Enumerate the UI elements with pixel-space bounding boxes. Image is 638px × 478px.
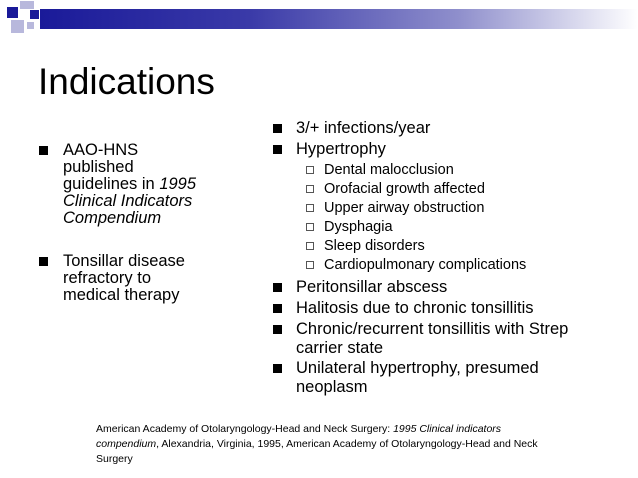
italic-line: Compendium — [63, 209, 162, 227]
right-bullet-1 — [273, 119, 430, 138]
text-line: neoplasm — [296, 378, 368, 396]
text-line: carrier state — [296, 339, 384, 357]
hollow-square-icon — [306, 166, 314, 174]
right-bullet-6 — [273, 359, 539, 397]
text-run: , Alexandria, Virginia, 1995, American Academy of Otolaryngology-Head and Neck — [156, 438, 538, 450]
bullet-square-icon — [273, 304, 282, 313]
bullet-square-icon — [273, 124, 282, 133]
sub-bullet-text: Dysphagia — [324, 219, 393, 235]
italic-run: 1995 — [159, 175, 197, 193]
text-line — [96, 437, 566, 452]
sub-bullet-3 — [306, 199, 484, 218]
sub-bullet-4 — [306, 218, 393, 237]
right-bullet-3 — [273, 278, 447, 297]
sub-bullet-text: Dental malocclusion — [324, 162, 454, 178]
bullet-square-icon — [273, 325, 282, 334]
corner-square-1 — [7, 7, 18, 18]
sub-bullet-6 — [306, 256, 526, 275]
hollow-square-icon — [306, 185, 314, 193]
right-bullet-text: 3/+ infections/year — [296, 119, 431, 137]
slide-title: Indications — [38, 61, 215, 102]
text-run: guidelines in — [63, 175, 160, 193]
italic-run: compendium — [96, 438, 157, 450]
text-line: medical therapy — [63, 286, 180, 304]
bullet-square-icon — [273, 283, 282, 292]
text-line: Surgery — [96, 453, 133, 465]
bullet-square-icon — [39, 146, 48, 155]
corner-square-4 — [11, 20, 24, 33]
corner-square-2 — [20, 1, 34, 9]
right-bullet-5 — [273, 320, 568, 358]
header-gradient-bar — [40, 9, 638, 29]
sub-bullet-text: Orofacial growth affected — [324, 181, 485, 197]
left-bullet-2-text — [63, 253, 185, 304]
sub-bullet-5 — [306, 237, 425, 256]
hollow-square-icon — [306, 261, 314, 269]
bullet-square-icon — [273, 145, 282, 154]
text-run: American Academy of Otolaryngology-Head and Neck Surgery: — [96, 423, 394, 435]
italic-line: Clinical Indicators — [63, 192, 193, 210]
sub-bullet-1 — [306, 161, 454, 180]
corner-square-5 — [27, 22, 34, 29]
text-line: AAO-HNS — [63, 141, 139, 159]
right-bullet-2 — [273, 140, 386, 159]
left-bullet-1 — [39, 142, 196, 227]
right-bullet-text: Halitosis due to chronic tonsillitis — [296, 299, 534, 317]
right-bullet-4 — [273, 299, 534, 318]
left-bullet-1-text — [63, 142, 196, 227]
italic-run: 1995 Clinical indicators — [393, 423, 502, 435]
text-line: published — [63, 158, 134, 176]
text-line — [96, 422, 566, 437]
right-bullet-text: Hypertrophy — [296, 140, 386, 158]
bullet-square-icon — [273, 364, 282, 373]
citation-footnote — [96, 422, 566, 467]
sub-bullet-text: Cardiopulmonary complications — [324, 257, 527, 273]
bullet-square-icon — [39, 257, 48, 266]
hollow-square-icon — [306, 223, 314, 231]
text-line — [63, 176, 196, 193]
text-line: Unilateral hypertrophy, presumed — [296, 359, 539, 377]
text-line: Chronic/recurrent tonsillitis with Strep — [296, 320, 569, 338]
right-bullet-text — [296, 320, 568, 358]
text-line: Tonsillar disease — [63, 252, 185, 270]
right-bullet-text — [296, 359, 539, 397]
left-bullet-2 — [39, 253, 185, 304]
right-bullet-text: Peritonsillar abscess — [296, 278, 448, 296]
sub-bullet-text: Upper airway obstruction — [324, 200, 485, 216]
hollow-square-icon — [306, 204, 314, 212]
sub-bullet-text: Sleep disorders — [324, 238, 425, 254]
corner-square-3 — [30, 10, 39, 19]
hollow-square-icon — [306, 242, 314, 250]
text-line: refractory to — [63, 269, 152, 287]
sub-bullet-2 — [306, 180, 485, 199]
